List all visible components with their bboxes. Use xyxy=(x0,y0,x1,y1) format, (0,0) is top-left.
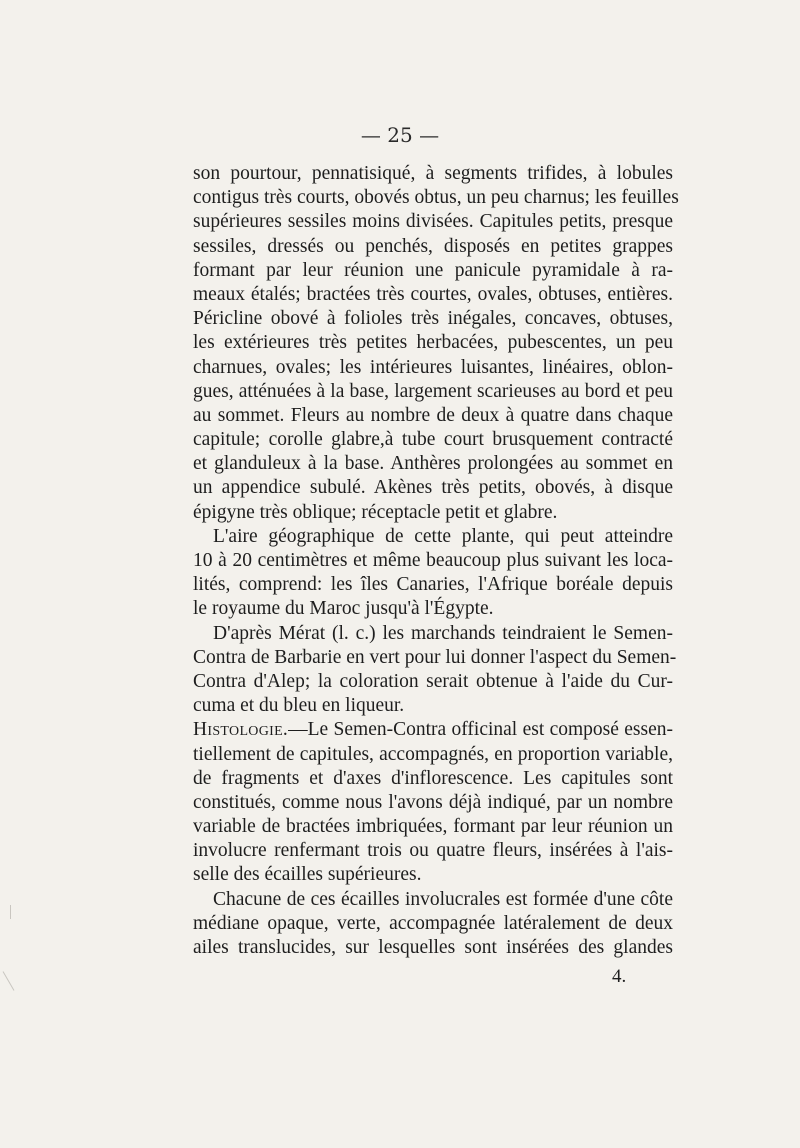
text-line: supérieures sessiles moins divisées. Capitules petits, presque xyxy=(193,211,673,233)
text-line: charnues, ovales; les intérieures luisantes, linéaires, oblon- xyxy=(193,356,673,378)
text-line: meaux étalés; bractées très courtes, ovales, obtuses, entières. xyxy=(193,283,673,305)
text-line: cuma et du bleu en liqueur. xyxy=(193,695,405,717)
text-line: capitule; corolle glabre,à tube court brusquement contracté xyxy=(193,429,673,451)
text-line: sessiles, dressés ou penchés, disposés en petites grappes xyxy=(193,235,673,257)
text-line: et glanduleux à la base. Anthères prolongées au sommet en xyxy=(193,453,673,475)
text-line: Chacune de ces écailles involucrales est formée d'une côte xyxy=(213,888,673,910)
text-line: le royaume du Maroc jusqu'à l'Égypte. xyxy=(193,598,494,620)
text-line: Péricline obové à folioles très inégales, concaves, obtuses, xyxy=(193,308,673,330)
text-line: au sommet. Fleurs au nombre de deux à quatre dans chaque xyxy=(193,404,673,426)
signature-mark: 4. xyxy=(612,966,627,987)
text-line: son pourtour, pennatisiqué, à segments trifides, à lobules xyxy=(193,163,673,184)
section-heading: Histologie. xyxy=(193,719,289,741)
text-line: selle des écailles supérieures. xyxy=(193,864,422,886)
page-speck xyxy=(3,971,15,991)
text-line: 10 à 20 centimètres et même beaucoup plus suivant les loca- xyxy=(193,550,673,571)
text-line: contigus très courts, obovés obtus, un peu charnus; les feuilles xyxy=(193,187,679,209)
text-line: D'après Mérat (l. c.) les marchands teindraient le Semen- xyxy=(213,622,673,644)
text-line: épigyne très oblique; réceptacle petit et glabre. xyxy=(193,501,558,523)
text-line: ailes translucides, sur lesquelles sont insérées des glandes xyxy=(193,937,673,958)
text-line: Contra de Barbarie en vert pour lui donner l'aspect du Semen- xyxy=(193,646,677,668)
text-line: variable de bractées imbriquées, formant par leur réunion un xyxy=(193,816,673,838)
text-line: les extérieures très petites herbacées, pubescentes, un peu xyxy=(193,332,673,354)
text-line: involucre renfermant trois ou quatre fleurs, insérées à l'ais- xyxy=(193,840,673,862)
text-line: constitués, comme nous l'avons déjà indiqué, par un nombre xyxy=(193,791,673,813)
text-line: gues, atténuées à la base, largement scarieuses au bord et peu xyxy=(193,380,673,402)
histologie-line xyxy=(193,718,673,742)
text-line: de fragments et d'axes d'inflorescence. Les capitules sont xyxy=(193,767,673,789)
page-speck xyxy=(10,905,11,919)
text-line: lités, comprend: les îles Canaries, l'Afrique boréale depuis xyxy=(193,574,673,596)
text-line: un appendice subulé. Akènes très petits, obovés, à disque xyxy=(193,477,673,499)
text-line: tiellement de capitules, accompagnés, en proportion variable, xyxy=(193,743,673,765)
text-line: formant par leur réunion une panicule pyramidale à ra- xyxy=(193,259,673,281)
text-line: L'aire géographique de cette plante, qui peut atteindre xyxy=(213,525,673,547)
text-line: Contra d'Alep; la coloration serait obtenue à l'aide du Cur- xyxy=(193,670,673,692)
text-line: médiane opaque, verte, accompagnée latéralement de deux xyxy=(193,912,673,934)
page-number: — 25 — xyxy=(360,123,440,147)
text-line: —Le Semen-Contra officinal est composé essen- xyxy=(288,719,673,741)
body-text xyxy=(193,162,679,960)
